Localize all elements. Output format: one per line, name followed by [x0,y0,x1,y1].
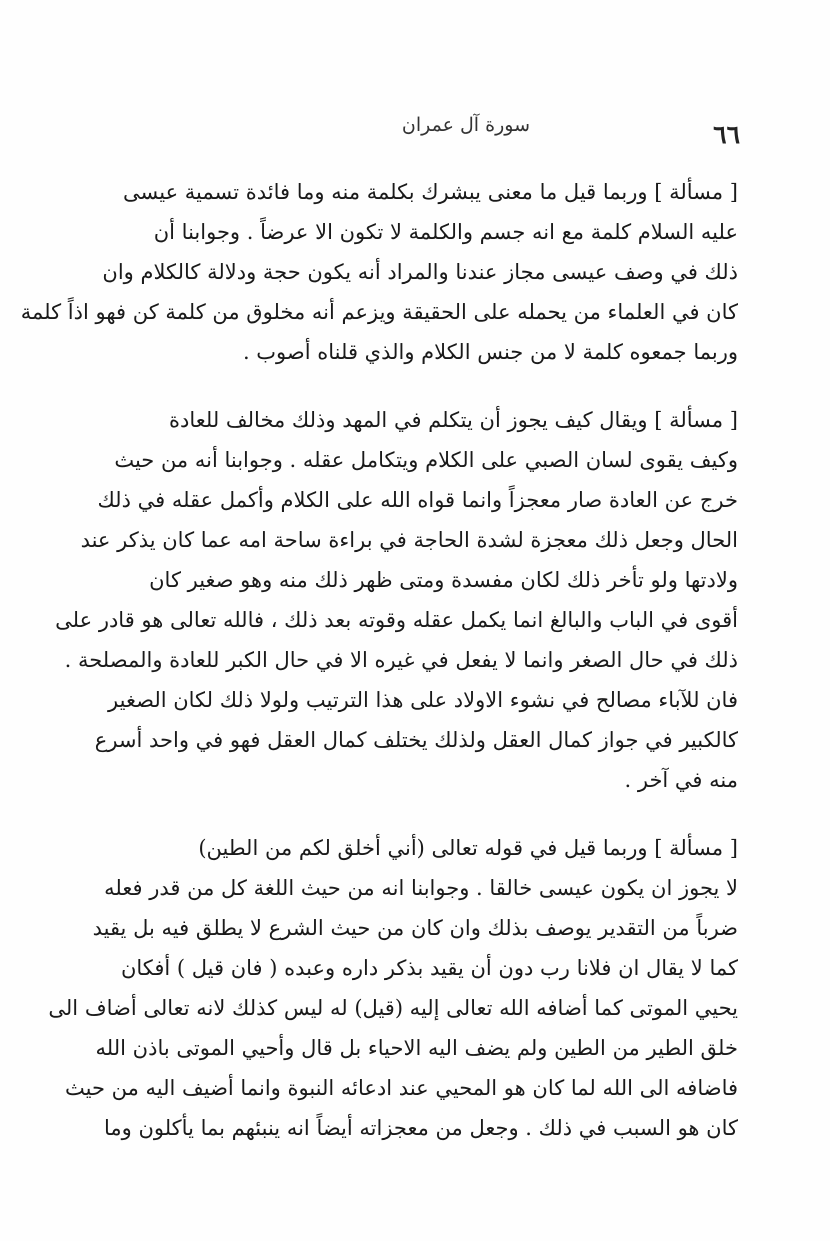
page-number: ٦٦ [713,120,740,149]
paragraph-2 [55,400,738,800]
text-line: [ مسألة ] وربما قيل في قوله تعالى (أني أخلق لكم من الطين) [198,836,738,860]
text-line: كان هو السبب في ذلك . وجعل من معجزاته أيضاً انه ينبئهم بما يأكلون وما [103,1116,738,1140]
text-line: منه في آخر . [624,768,738,792]
text-line: لا يجوز ان يكون عيسى خالقا . وجوابنا انه من حيث اللغة كل من قدر فعله [104,876,738,900]
text-line: [ مسألة ] وربما قيل ما معنى يبشرك بكلمة منه وما فائدة تسمية عيسى [123,180,738,204]
text-line: ذلك في وصف عيسى مجاز عندنا والمراد أنه يكون حجة ودلالة كالكلام وان [102,260,738,284]
text-line: ولادتها ولو تأخر ذلك لكان مفسدة ومتى ظهر ذلك منه وهو صغير كان [149,568,738,592]
text-line: خلق الطير من الطين ولم يضف اليه الاحياء بل قال وأحيي الموتى باذن الله [95,1036,738,1060]
paragraph-3 [48,828,738,1148]
text-line: عليه السلام كلمة مع انه جسم والكلمة لا تكون الا عرضاً . وجوابنا أن [153,220,738,244]
paragraph-1 [20,172,738,372]
text-line: وربما جمعوه كلمة لا من جنس الكلام والذي قلناه أصوب . [242,340,738,364]
text-line: كان في العلماء من يحمله على الحقيقة ويزعم أنه مخلوق من كلمة كن فهو اذاً كلمة [20,300,738,324]
text-line: فاضافه الى الله لما كان هو المحيي عند ادعائه النبوة وانما أضيف اليه من حيث [64,1076,738,1100]
text-line: كما لا يقال ان فلانا رب دون أن يقيد بذكر داره وعبده ( فان قيل ) أفكان [120,956,738,980]
text-line: يحيي الموتى كما أضافه الله تعالى إليه (قيل) له ليس كذلك لانه تعالى أضاف الى [48,996,738,1020]
page-header [100,112,740,152]
text-line: ضرباً من التقدير يوصف بذلك وان كان من حيث الشرع لا يطلق فيه بل يقيد [92,916,738,940]
text-line: فان للآباء مصالح في نشوء الاولاد على هذا الترتيب ولولا ذلك لكان الصغير [108,688,738,712]
running-title: سورة آل عمران [401,114,530,136]
text-line: أقوى في الباب والبالغ انما يكمل عقله وقوته بعد ذلك ، فالله تعالى هو قادر على [55,608,738,632]
text-line: الحال وجعل ذلك معجزة لشدة الحاجة في براءة ساحة امه عما كان يذكر عند [80,528,738,552]
text-line: ذلك في حال الصغر وانما لا يفعل في غيره الا في حال الكبر للعادة والمصلحة . [64,648,738,672]
text-line: وكيف يقوى لسان الصبي على الكلام ويتكامل عقله . وجوابنا أنه من حيث [114,448,738,472]
text-line: خرج عن العادة صار معجزاً وانما قواه الله على الكلام وأكمل عقله في ذلك [97,488,738,512]
document-body [20,172,738,1168]
text-line: كالكبير في جواز كمال العقل ولذلك يختلف كمال العقل فهو في واحد أسرع [94,728,738,752]
text-line: [ مسألة ] ويقال كيف يجوز أن يتكلم في المهد وذلك مخالف للعادة [169,408,738,432]
